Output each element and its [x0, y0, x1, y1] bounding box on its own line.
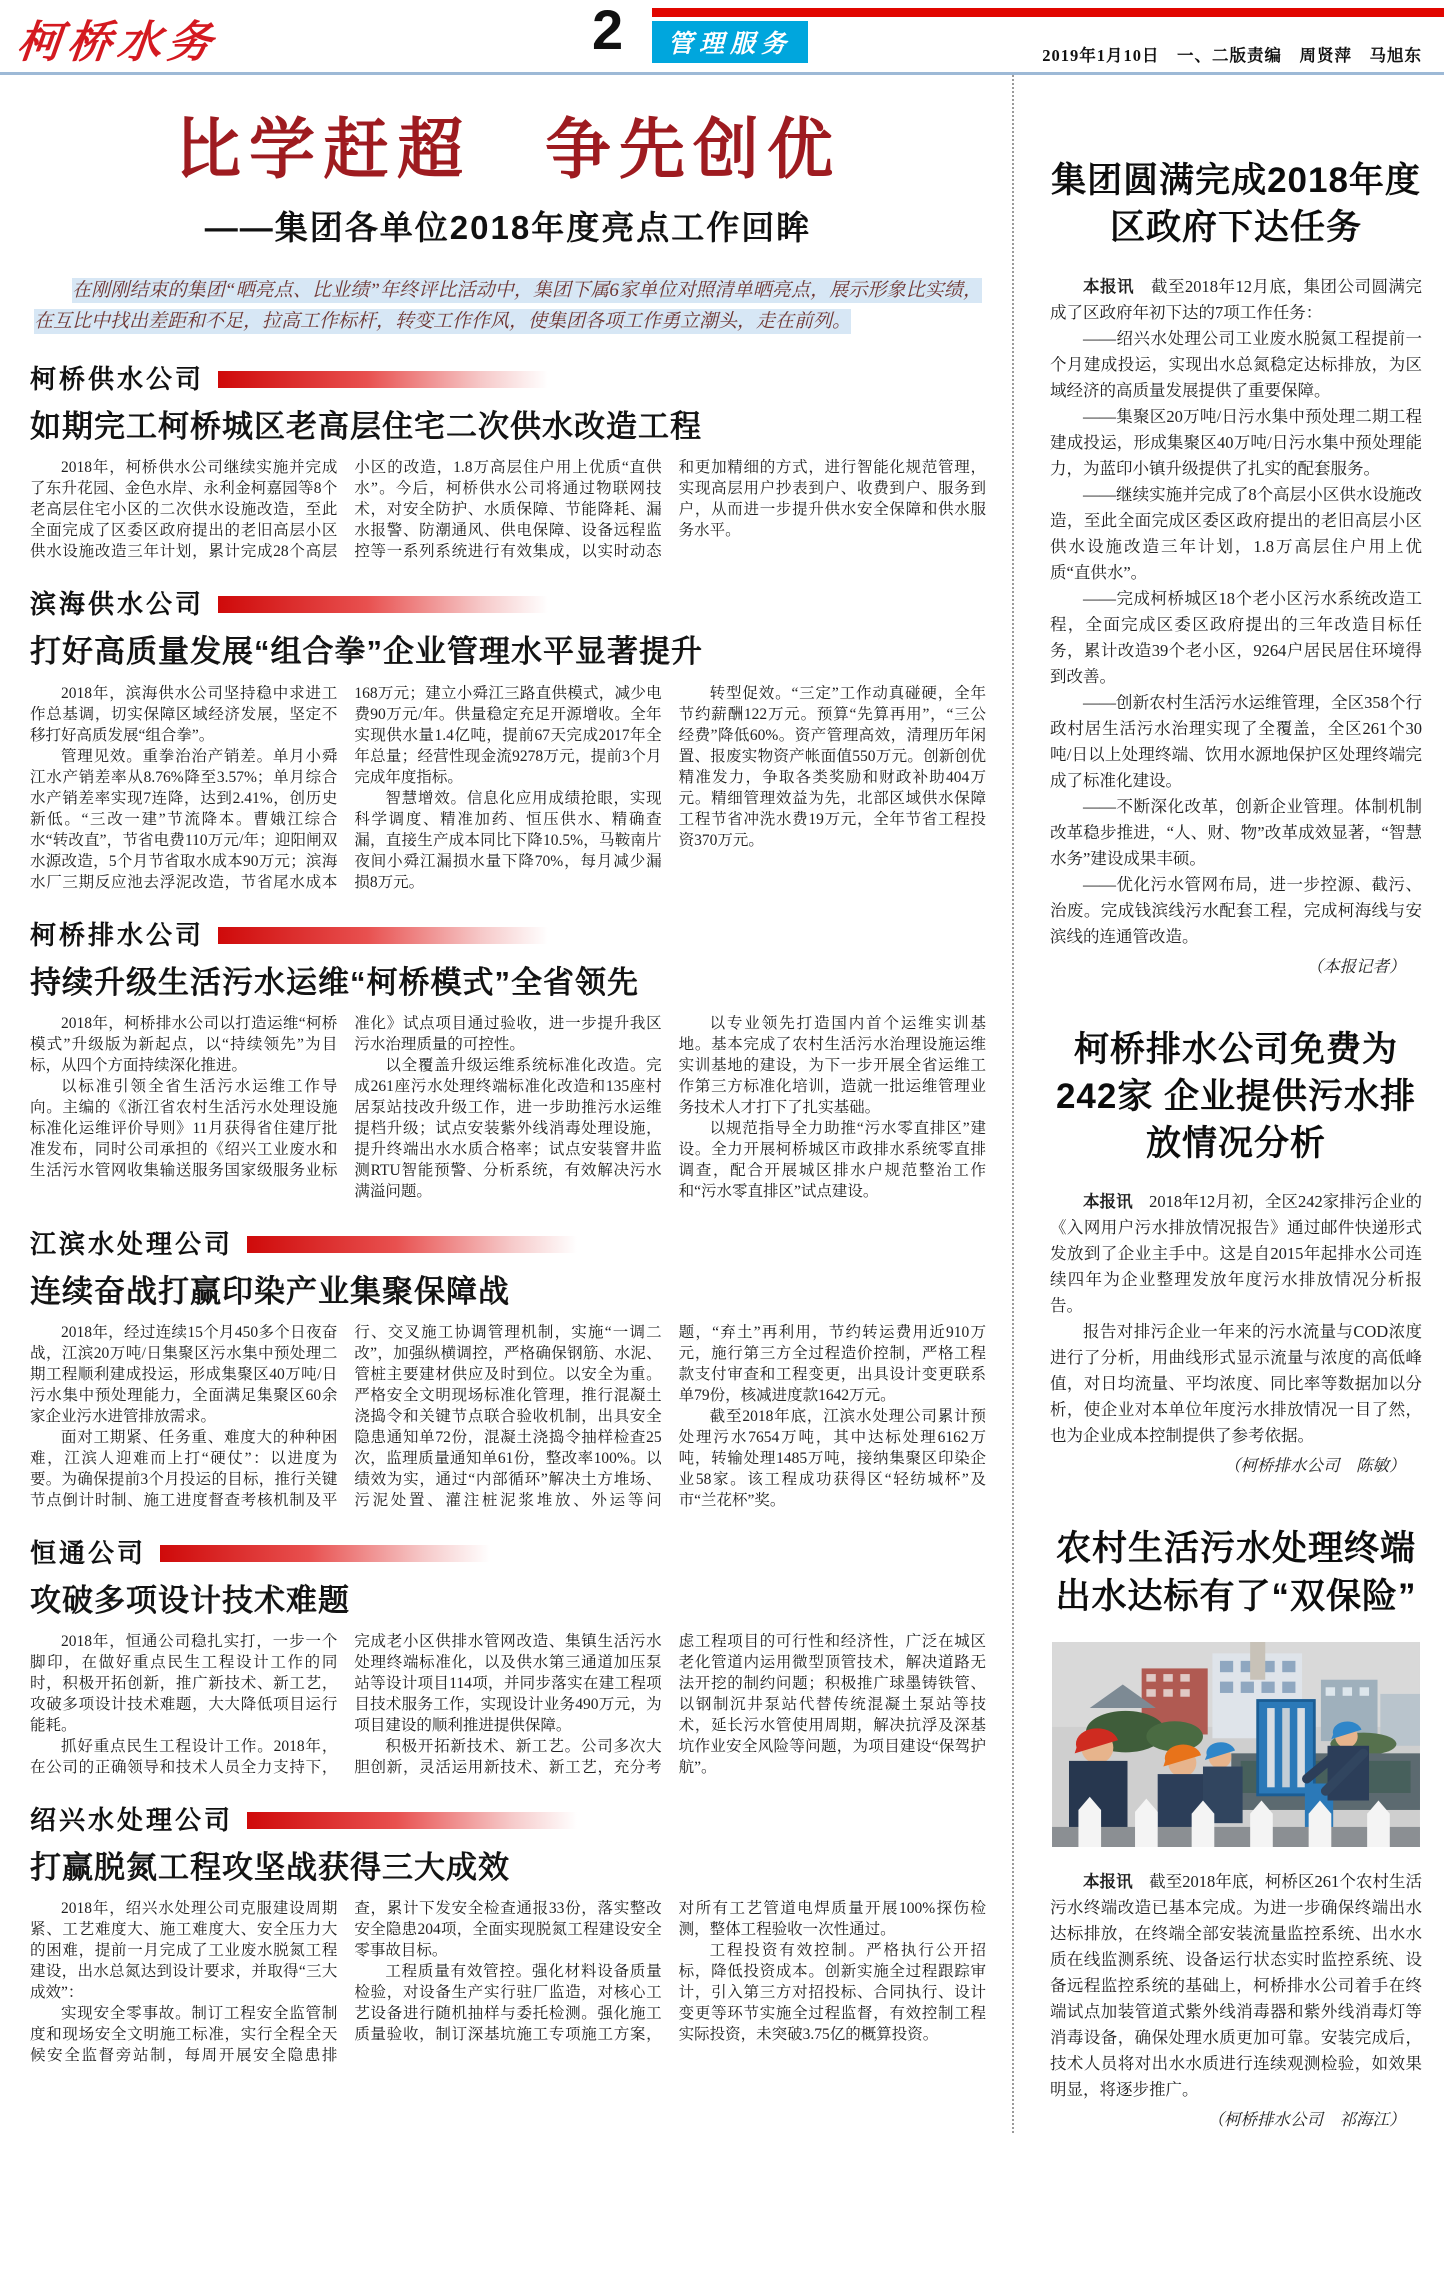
section-label-row [30, 1224, 986, 1261]
body-paragraph: ——集聚区20万吨/日污水集中预处理二期工程建成投运，形成集聚区40万吨/日污水集中预处理能力，为蓝印小镇升级提供了扎实的配套服务。 [1050, 406, 1422, 478]
article-double-insurance [1050, 1525, 1422, 2133]
sub-headline: ——集团各单位2018年度亮点工作回眸 [204, 209, 812, 247]
page-body [0, 75, 1444, 2133]
section-label-bar [218, 927, 548, 944]
byline: （本报记者） [1306, 956, 1406, 976]
news-flash-label: 本报讯 [1083, 1873, 1133, 1892]
section-body [30, 1898, 986, 2066]
body-paragraph: ——不断深化改革，创新企业管理。体制机制改革稳步推进，“人、财、物”改革成效显著，“智慧水务”建设成果丰硕。 [1050, 796, 1422, 868]
byline: （柯桥排水公司 陈敏） [1224, 1456, 1406, 1476]
section-label-bar [218, 371, 548, 388]
section-binhai-water-supply [30, 584, 986, 892]
section-keqiao-drainage [30, 915, 986, 1202]
section-label-row [30, 584, 986, 621]
article-divider-space [1050, 1479, 1422, 1525]
main-headline: 比学赶超 争先创优 [175, 112, 841, 186]
article-discharge-analysis [1050, 1026, 1422, 1480]
section-label-row [30, 359, 986, 396]
body-paragraph: 本报讯 截至2018年底，柯桥区261个农村生活污水终端改造已基本完成。为进一步确保终端出水达标排放，在终端全部安装流量监控系统、出水水质在线监测系统、设备运行状态实时监控系统、设备远程监控系统的基础上，柯桥排水公司着手在终端试点加装管道式紫外线消毒器和紫外线消毒灯等消毒设备，确保处理水质更加可靠。安装完成后，技术人员将对出水水质进行连续观测检验，如效果明显，将逐步推广。 [1050, 1872, 1423, 2100]
side-column [1012, 75, 1444, 2133]
body-paragraph: ——优化污水管网布局，进一步控源、截污、治废。完成钱滨线污水配套工程，完成柯海线与安滨线的连通管改造。 [1050, 874, 1422, 946]
article-divider-space [1050, 980, 1422, 1026]
news-flash-label: 本报讯 [1083, 1193, 1133, 1212]
section-label-row [30, 915, 986, 952]
body-paragraph: 工程质量有效管控。强化材料设备质量检验，对设备生产实行驻厂监造，对核心工艺设备进行随机抽样与委托检测。强化施工质量验收，制订深基坑施工专项施工方案，对所有工艺管道电焊质量开展100%探伤检测，整体工程验收一次性通过。 [354, 1900, 986, 2044]
section-shaoxing-treatment [30, 1800, 986, 2066]
section-label-row [30, 1800, 986, 1837]
section-headline: 持续升级生活污水运维“柯桥模式”全省领先 [30, 964, 639, 1000]
main-column [0, 75, 1012, 2133]
body-paragraph: ——绍兴水处理公司工业废水脱氮工程提前一个月建成投运，实现出水总氮稳定达标排放，为区域经济的高质量发展提供了重要保障。 [1050, 328, 1422, 400]
section-body [30, 1013, 986, 1202]
body-paragraph: 本报讯 2018年12月初，全区242家排污企业的《入网用户污水排放情况报告》通过邮件快递形式发放到了企业主手中。这是自2015年起排水公司连续四年为企业整理发放年度污水排放情况分析报告。 [1050, 1192, 1423, 1316]
body-paragraph: 2018年，滨海供水公司坚持稳中求进工作总基调，切实保障区域经济发展，坚定不移打好高质发展“组合拳”。 [30, 684, 338, 744]
dateline: 2019年1月10日 一、二版责编 周贤萍 马旭东 [1042, 46, 1422, 65]
section-badge: 管理服务 [652, 21, 808, 63]
article-body [1050, 274, 1422, 980]
section-label-bar [160, 1545, 490, 1562]
page-header [0, 0, 1444, 72]
header-red-bar [652, 8, 1444, 17]
news-flash-label: 本报讯 [1083, 277, 1134, 296]
body-paragraph: 以标准引领全省生活污水运维工作导向。主编的《浙江省农村生活污水处理设施标准化运维评价导则》11月获得省住建厅批准发布，同时公司承担的《绍兴工业废水和生活污水管网收集输送服务国家级服务业标准化》试点项目通过验收，进一步提升我区污水治理质量的可控性。 [30, 1014, 662, 1179]
body-paragraph: 截至2018年底，江滨水处理公司累计预处理污水7654万吨，其中达标处理6162万吨，转输处理1485万吨，接纳集聚区印染企业58家。该工程成功获得区“轻纺城杯”及市“兰花杯”奖。 [678, 1408, 986, 1510]
body-paragraph: 积极开拓新技术、新工艺。公司多次大胆创新，灵活运用新技术、新工艺，充分考虑工程项目的可行性和经济性，广泛在城区老化管道内运用微型顶管技术，解决道路无法开挖的制约问题；积极推广球墨铸铁管、以钢制沉井泵站代替传统混凝土泵站等技术，延长污水管使用周期，解决抗浮及深基坑作业安全风险等问题，为项目建设“保驾护航”。 [354, 1633, 986, 1777]
article-body [1050, 1189, 1422, 1479]
article-title: 柯桥排水公司免费为242家 企业提供污水排放情况分析 [1055, 1029, 1417, 1163]
section-headline: 如期完工柯桥城区老高层住宅二次供水改造工程 [30, 409, 702, 445]
body-paragraph: 2018年，柯桥排水公司以打造运维“柯桥模式”升级版为新起点，以“持续领先”为目标，从四个方面持续深化推进。 [30, 1014, 338, 1074]
section-hengtong [30, 1533, 986, 1778]
section-body [30, 1631, 986, 1778]
body-paragraph: 工程投资有效控制。严格执行公开招标，降低投资成本。创新实施全过程跟踪审计，引入第三方对招投标、合同执行、设计变更等环节实施全过程监督，有效控制工程实际投资，未突破3.75亿的概算投资。 [678, 1942, 986, 2044]
section-body [30, 683, 986, 893]
section-label-bar [218, 596, 548, 613]
section-headline: 打赢脱氮工程攻坚战获得三大成效 [30, 1850, 510, 1886]
body-paragraph: 以专业领先打造国内首个运维实训基地。基本完成了农村生活污水治理设施运维实训基地的建设，为下一步开展全省运维工作第三方标准化培训，造就一批运维管理业务技术人才打下了扎实基础。 [678, 1014, 986, 1116]
lead-block [30, 75, 986, 337]
body-paragraph: 本报讯 截至2018年12月底，集团公司圆满完成了区政府年初下达的7项工作任务： [1050, 276, 1422, 322]
body-paragraph: ——完成柯桥城区18个老小区污水系统改造工程，全面完成区委区政府提出的三年改造目标任务，累计改造39个老小区，9264户居民居住环境得到改善。 [1050, 588, 1422, 686]
article-body [1050, 1869, 1422, 2133]
body-paragraph: 转型促效。“三定”工作动真碰硬，全年节约薪酬122万元。预算“先算再用”，“三公经费”降低60%。资产管理高效，清理历年闲置、报废实物资产帐面值550万元。创新创优精准发力，争取各类奖励和财政补助404万元。精细管理效益为先，北部区域供水保障工程节省冲洗水费19万元，全年节省工程投资370万元。 [678, 684, 986, 849]
body-paragraph: 面对工期紧、任务重、难度大的种种困难，江滨人迎难而上打“硬仗”：以进度为要。为确保提前3个月投运的目标，推行关键节点倒计时制、施工进度督查考核机制及平行、交叉施工协调管理机制，实施“一调二改”，加强纵横调控，严格确保钢筋、水泥、管桩主要建材供应及时到位。以安全为重。严格安全文明现场标准化管理，推行混凝土浇捣令和关键节点联合验收机制，出具安全隐患通知单72份，混凝土浇捣令抽样检查25次，监理质量通知单61份，整改率100%。以绩效为实，通过“内部循环”解决土方堆场、污泥处置、灌注桩泥浆堆放、外运等问题，“弃土”再利用，节约转运费用近910万元，施行第三方全过程造价控制，严格工程款支付审查和工程变更，出具设计变更联系单79份，核减进度款1642万元。 [30, 1324, 986, 1510]
body-paragraph: 实现安全零事故。制订工程安全监管制度和现场安全文明施工标准，实行全程全天候安全监督旁站制，每周开展安全隐患排查，累计下发安全检查通报33份，落实整改安全隐患204项，全面实现脱氮工程建设安全零事故目标。 [30, 1900, 662, 2065]
section-label-bar [247, 1236, 577, 1253]
section-label-row [30, 1533, 986, 1570]
body-paragraph: 以规范指导全力助推“污水零直排区”建设。全力开展柯桥城区市政排水系统零直排调查，配合开展城区排水户规范整治工作和“污水零直排区”试点建设。 [678, 1119, 986, 1200]
section-label: 柯桥供水公司 [30, 364, 205, 395]
article-title: 集团圆满完成2018年度 区政府下达任务 [1051, 161, 1421, 248]
section-headline: 打好高质量发展“组合拳”企业管理水平显著提升 [30, 634, 703, 670]
article-group-tasks [1050, 75, 1422, 980]
section-jiangbin-treatment [30, 1224, 986, 1511]
section-label: 恒通公司 [30, 1538, 147, 1569]
article-title: 农村生活污水处理终端 出水达标有了“双保险” [1055, 1529, 1417, 1616]
body-paragraph: 管理见效。重拳治治产销差。单月小舜江水产销差率从8.76%降至3.57%；单月综合水产销差率实现7连降，达到2.41%，创历史新低。“三改一建”节流降本。曹娥江综合水“转改直”，节省电费110万元/年；迎阳闸双水源改造，5个月节省取水成本90万元；滨海水厂三期反应池去浮泥改造，节省尾水成本168万元；建立小舜江三路直供模式，减少电费90万元/年。供量稳定充足开源增收。全年实现供水量1.4亿吨，提前67天完成2017年全年总量；经营性现金流9278万元，提前3个月完成年度指标。 [30, 684, 662, 891]
byline: （柯桥排水公司 祁海江） [1207, 2110, 1406, 2130]
section-label-bar [247, 1812, 577, 1829]
body-paragraph: 智慧增效。信息化应用成绩抢眼，实现科学调度、精准加药、恒压供水、精确查漏，直接生产成本同比下降10.5%，马鞍南片夜间小舜江漏损水量下降70%，每月减少漏损8万元。 [354, 789, 662, 891]
body-paragraph: ——创新农村生活污水运维管理，全区358个行政村居生活污水治理实现了全覆盖，全区261个30吨/日以上处理终端、饮用水源地保护区处理终端完成了标准化建设。 [1050, 692, 1422, 790]
section-headline: 攻破多项设计技术难题 [30, 1583, 350, 1619]
section-body [30, 457, 986, 562]
section-keqiao-water-supply [30, 359, 986, 562]
section-label: 绍兴水处理公司 [30, 1805, 234, 1836]
section-body [30, 1322, 986, 1511]
body-paragraph: 以全覆盖升级运维系统标准化改造。完成261座污水处理终端标准化改造和135座村居泵站技改升级工作，进一步助推污水运维提档升级；试点安装紫外线消毒处理设施，提升终端出水水质合格率；试点安装窨井监测RTU智能预警、分析系统，有效解决污水满溢问题。 [354, 1056, 662, 1200]
body-paragraph: 报告对排污企业一年来的污水流量与COD浓度进行了分析，用曲线形式显示流量与浓度的高低峰值，对日均流量、平均浓度、同比率等数据加以分析，使企业对本单位年度污水排放情况一目了然，也为企业成本控制提供了参考依据。 [1050, 1322, 1422, 1446]
section-headline: 连续奋战打赢印染产业集聚保障战 [30, 1273, 510, 1309]
body-paragraph: ——继续实施并完成了8个高层小区供水设施改造，至此全面完成区委区政府提出的老旧高层小区供水设施改造三年计划，1.8万高层住户用上优质“直供水”。 [1050, 484, 1422, 582]
body-paragraph: 2018年，柯桥供水公司继续实施并完成了东升花园、金色水岸、永利金柯嘉园等8个老高层住宅小区的二次供水设施改造，至此全面完成了区委区政府提出的老旧高层小区供水设施改造三年计划，累计完成28个高层小区的改造，1.8万高层住户用上优质“直供水”。今后，柯桥供水公司将通过物联网技术，对安全防护、水质保障、节能降耗、漏水报警、防潮通风、供电保障、设备远程监控等一系列系统进行有效集成，以实时动态和更加精细的方式，进行智能化规范管理，实现高层用户抄表到户、收费到户、服务到户，从而进一步提升供水安全保障和供水服务水平。 [30, 459, 986, 561]
section-label: 江滨水处理公司 [30, 1228, 234, 1259]
photo-uv-installation [1052, 1642, 1420, 1848]
body-paragraph: 2018年，经过连续15个月450多个日夜奋战，江滨20万吨/日集聚区污水集中预处理二期工程顺利建成投运，形成集聚区40万吨/日污水集中预处理能力，全面满足集聚区60余家企业污水进管排放需求。 [30, 1324, 338, 1426]
page-number: 2 [592, 0, 624, 61]
section-label: 滨海供水公司 [30, 589, 205, 620]
section-label: 柯桥排水公司 [30, 919, 205, 950]
body-paragraph: 2018年，恒通公司稳扎实打，一步一个脚印，在做好重点民生工程设计工作的同时，积极开拓创新，推广新技术、新工艺，攻破多项设计技术难题，大大降低项目运行能耗。 [30, 1633, 338, 1735]
intro-paragraph: 在刚刚结束的集团“晒亮点、比业绩”年终评比活动中，集团下属6家单位对照清单晒亮点，展示形象比实绩，在互比中找出差距和不足，拉高工作标杆，转变工作作风，使集团各项工作勇立潮头，走在前列。 [34, 280, 982, 333]
body-paragraph: 抓好重点民生工程设计工作。2018年，在公司的正确领导和技术人员全力支持下，完成老小区供排水管网改造、集镇生活污水处理终端标准化，以及供水第三通道加压泵站等设计项目114项，并同步落实在建工程项目技术服务工作，实现设计业务490万元，为项目建设的顺利推进提供保障。 [30, 1633, 662, 1777]
masthead-logo: 柯桥水务 [14, 17, 221, 68]
body-paragraph: 2018年，绍兴水处理公司克服建设周期紧、工艺难度大、施工难度大、安全压力大的困难，提前一月完成了工业废水脱氮工程建设，出水总氮达到设计要求，并取得“三大成效”： [30, 1900, 338, 2002]
